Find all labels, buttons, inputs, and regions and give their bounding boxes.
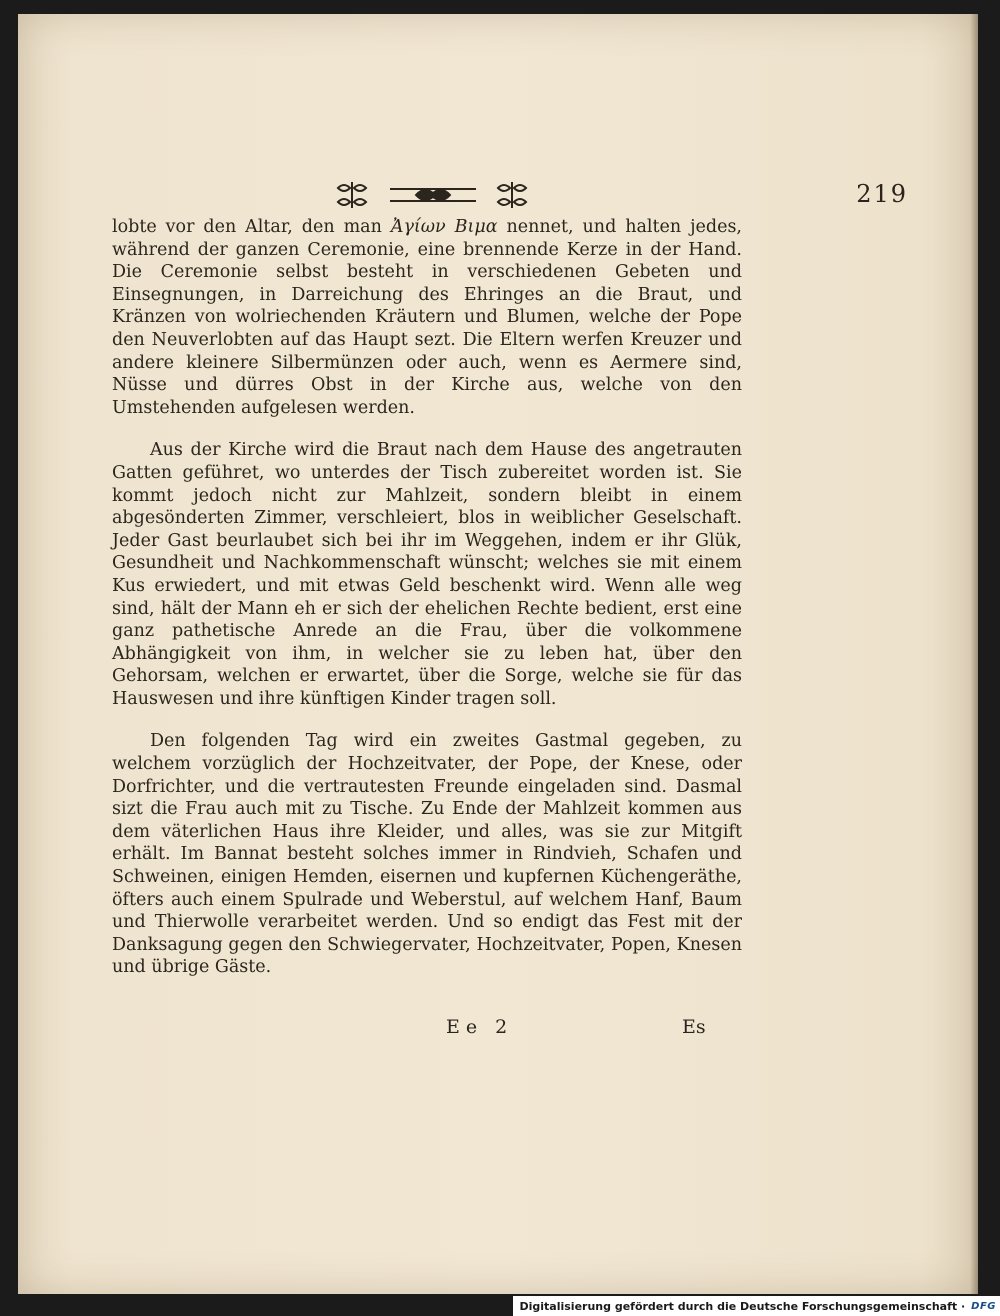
page-footer (18, 1016, 978, 1046)
dfg-logo: DFG (971, 1300, 996, 1312)
paragraph (112, 730, 742, 979)
clasped-hands-icon (388, 180, 478, 210)
signature-mark: Ee 2 (446, 1016, 514, 1038)
digitization-credit (513, 1296, 1000, 1316)
fleuron-right-icon (494, 180, 530, 210)
paragraph (112, 216, 742, 419)
book-page (18, 14, 978, 1294)
paragraph-text: Aus der Kirche wird die Braut nach dem Hause des angetrauten Gatten geführet, wo unterdes der Tisch zubereitet worden ist. Sie kommt jedoch nicht zur Mahlzeit, sondern bleibt in einem abgesönderten Zimmer, verschleiert, blos in weiblicher Geselschaft. Jeder Gast beurlaubet sich bei ihr im Weggehen, indem er ihr Glük, Gesundheit und Nachkommenschaft wünscht; welches sie mit einem Kus erwiedert, und mit etwas Geld beschenkt wird. Wenn alle weg sind, hält der Mann eh er sich der ehelichen Rechte bedient, erst eine ganz pathetische Anrede an die Frau, über die volkommene Abhängigkeit von ihm, in welcher sie zu leben hat, über den Gehorsam, welchen er erwartet, über die Sorge, welche sie für das Hauswesen und ihre künftigen Kinder tragen soll. (112, 440, 742, 709)
fleuron-left-icon (334, 180, 370, 210)
paragraph-text: nennet, und halten jedes, während der ganzen Ceremonie, eine brennende Kerze in der Hand. Die Ceremonie selbst besteht in verschiedenen Gebeten und Einsegnungen, in Darreichung des Ehringes an die Braut, und Kränzen von wolriechenden Kräutern und Blumen, welche der Pope den Neuverlobten auf das Haupt sezt. Die Eltern werfen Kreuzer und andere kleinere Silbermünzen oder auch, wenn es Aermere sind, Nüsse und dürres Obst in der Kirche aus, welche von den Umstehenden aufgelesen werden. (112, 217, 742, 418)
catchword: Es (682, 1016, 706, 1038)
page-number: 219 (856, 180, 908, 208)
paragraph-text: Den folgenden Tag wird ein zweites Gastmal gegeben, zu welchem vorzüglich der Hochzeitvater, der Pope, der Knese, oder Dorfrichter, und die vertrautesten Freunde eingeladen sind. Dasmal sizt die Frau auch mit zu Tische. Zu Ende der Mahlzeit kommen aus dem väterlichen Haus ihre Kleider, und alles, was sie zur Mitgift erhält. Im Bannat besteht solches immer in Rindvieh, Schafen und Schweinen, einigen Hemden, eisernen und kupfernen Küchengeräthe, öfters auch einem Spulrade und Weberstul, auf welchem Hanf, Baum und Thierwolle verarbeitet werden. Und so endigt das Fest mit der Danksagung gegen den Schwiegervater, Hochzeitvater, Popen, Knesen und übrige Gäste. (112, 731, 742, 978)
page-header (18, 180, 978, 212)
credit-text: Digitalisierung gefördert durch die Deutsche Forschungsgemeinschaft · (519, 1299, 966, 1313)
paragraph (112, 439, 742, 710)
paragraph-text: lobte vor den Altar, den man (112, 217, 391, 237)
body-text (112, 216, 742, 999)
greek-term: Ἀγίων Βιμα (390, 217, 498, 237)
